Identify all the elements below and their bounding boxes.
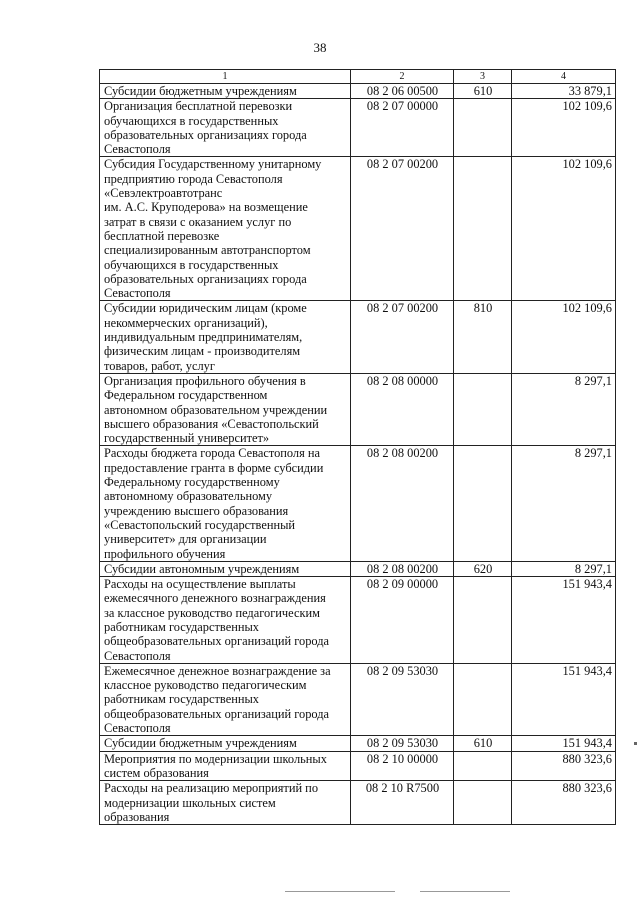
row-name-line: Субсидии автономным учреждениям (104, 561, 300, 576)
row-name (100, 301, 351, 373)
row-type (454, 373, 512, 445)
budget-table-body (100, 70, 616, 825)
row-name-line: Севастополя (104, 648, 171, 663)
row-name-line: общеобразовательных организаций города (104, 634, 330, 649)
row-sum: 151 943,4 (512, 663, 616, 735)
row-sum: 102 109,6 (512, 99, 616, 157)
scan-bottom-line (420, 891, 510, 892)
row-name-line: профильного обучения (104, 546, 226, 561)
table-row (100, 99, 616, 157)
row-type (454, 99, 512, 157)
row-name-line: университет» для организации (104, 532, 267, 547)
row-name-line: физическим лицам - производителям (104, 344, 301, 359)
row-name-line: работникам государственных (104, 619, 259, 634)
row-name-line: Расходы на реализацию мероприятий по (104, 781, 319, 796)
row-name (100, 84, 351, 99)
row-name-line: Федеральном государственном (104, 388, 268, 403)
row-name-line: высшего образования «Севастопольский (104, 416, 319, 431)
row-type (454, 781, 512, 825)
row-name-line: предоставление гранта в форме субсидии (104, 460, 324, 475)
row-name-line: затрат в связи с оказанием услуг по (104, 214, 292, 229)
row-code: 08 2 07 00200 (351, 157, 454, 301)
row-code: 08 2 07 00200 (351, 301, 454, 373)
row-name-line: автономном образовательном учреждении (104, 402, 328, 417)
row-code: 08 2 08 00000 (351, 373, 454, 445)
row-sum: 880 323,6 (512, 781, 616, 825)
table-row (100, 781, 616, 825)
table-row (100, 301, 616, 373)
table-header-row (100, 70, 616, 84)
row-name-line: Севастополя (104, 142, 171, 157)
row-name-line: обучающихся в государственных (104, 113, 279, 128)
table-row (100, 157, 616, 301)
scan-bottom-line (285, 891, 395, 892)
row-name-line: «Севастопольский государственный (104, 517, 296, 532)
row-name-line: Субсидии бюджетным учреждениям (104, 736, 297, 751)
row-name-line: некоммерческих организаций), (104, 315, 268, 330)
row-sum: 33 879,1 (512, 84, 616, 99)
row-name (100, 373, 351, 445)
row-name (100, 446, 351, 561)
row-name (100, 561, 351, 576)
row-name-line: образования (104, 809, 170, 824)
row-type: 810 (454, 301, 512, 373)
row-name (100, 736, 351, 751)
row-type (454, 157, 512, 301)
row-sum: 102 109,6 (512, 157, 616, 301)
row-name-line: Расходы на осуществление выплаты (104, 577, 296, 592)
row-name-line: Субсидии бюджетным учреждениям (104, 84, 297, 98)
table-row (100, 84, 616, 99)
row-type: 620 (454, 561, 512, 576)
row-type: 610 (454, 84, 512, 99)
table-row (100, 373, 616, 445)
row-name-line: работникам государственных (104, 692, 259, 707)
row-type (454, 446, 512, 561)
row-code: 08 2 06 00500 (351, 84, 454, 99)
row-name-line: модернизации школьных систем (104, 795, 276, 810)
row-name (100, 577, 351, 664)
row-type (454, 663, 512, 735)
row-name-line: обучающихся в государственных (104, 257, 279, 272)
header-col-2: 2 (351, 70, 454, 84)
row-name-line: «Севэлектроавтотранс (104, 186, 223, 201)
row-name (100, 157, 351, 301)
row-sum: 151 943,4 (512, 736, 616, 751)
row-name-line: автономному образовательному (104, 489, 273, 504)
table-row (100, 446, 616, 561)
row-sum: 8 297,1 (512, 373, 616, 445)
table-row (100, 561, 616, 576)
row-name-line: ежемесячного денежного вознаграждения (104, 591, 326, 606)
row-type (454, 751, 512, 781)
row-name-line: Севастополя (104, 721, 171, 736)
row-sum: 8 297,1 (512, 561, 616, 576)
row-type (454, 577, 512, 664)
row-code: 08 2 09 53030 (351, 663, 454, 735)
row-name-line: Субсидия Государственному унитарному (104, 157, 322, 172)
row-sum: 151 943,4 (512, 577, 616, 664)
row-name-line: Организация профильного обучения в (104, 373, 306, 388)
scan-artifact (634, 742, 637, 745)
header-col-4: 4 (512, 70, 616, 84)
row-sum: 8 297,1 (512, 446, 616, 561)
row-name-line: за классное руководство педагогическим (104, 605, 320, 620)
row-name-line: учреждению высшего образования (104, 503, 289, 518)
header-col-3: 3 (454, 70, 512, 84)
row-name-line: товаров, работ, услуг (104, 358, 215, 373)
row-code: 08 2 07 00000 (351, 99, 454, 157)
row-sum: 880 323,6 (512, 751, 616, 781)
row-name-line: бесплатной перевозке (104, 228, 220, 243)
row-name-line: индивидуальным предпринимателям, (104, 330, 303, 345)
row-name-line: Расходы бюджета города Севастополя на (104, 446, 321, 461)
row-type: 610 (454, 736, 512, 751)
row-name-line: Федеральному государственному (104, 475, 280, 490)
row-name (100, 99, 351, 157)
row-name-line: предприятию города Севастополя (104, 171, 283, 186)
row-code: 08 2 10 00000 (351, 751, 454, 781)
page-number: 38 (313, 40, 327, 55)
header-col-1: 1 (100, 70, 351, 84)
row-name-line: Мероприятия по модернизации школьных (104, 751, 327, 766)
row-name-line: систем образования (104, 765, 209, 780)
row-name-line: специализированным автотранспортом (104, 243, 311, 258)
row-name-line: образовательных организациях города (104, 271, 307, 286)
table-row (100, 736, 616, 751)
row-name (100, 751, 351, 781)
budget-table (99, 69, 616, 825)
row-name (100, 781, 351, 825)
row-name-line: классное руководство педагогическим (104, 678, 307, 693)
row-name-line: Ежемесячное денежное вознаграждение за (104, 663, 331, 678)
row-code: 08 2 10 R7500 (351, 781, 454, 825)
row-name-line: государственный университет» (104, 431, 270, 446)
row-name-line: образовательных организациях города (104, 127, 307, 142)
row-code: 08 2 09 53030 (351, 736, 454, 751)
row-name-line: Организация бесплатной перевозки (104, 99, 293, 114)
table-row (100, 577, 616, 664)
row-code: 08 2 09 00000 (351, 577, 454, 664)
row-name-line: им. А.С. Круподерова» на возмещение (104, 200, 308, 215)
table-row (100, 751, 616, 781)
row-name-line: общеобразовательных организаций города (104, 706, 330, 721)
row-name (100, 663, 351, 735)
row-code: 08 2 08 00200 (351, 561, 454, 576)
table-row (100, 663, 616, 735)
row-sum: 102 109,6 (512, 301, 616, 373)
row-name-line: Севастополя (104, 286, 171, 301)
row-code: 08 2 08 00200 (351, 446, 454, 561)
row-name-line: Субсидии юридическим лицам (кроме (104, 301, 307, 316)
